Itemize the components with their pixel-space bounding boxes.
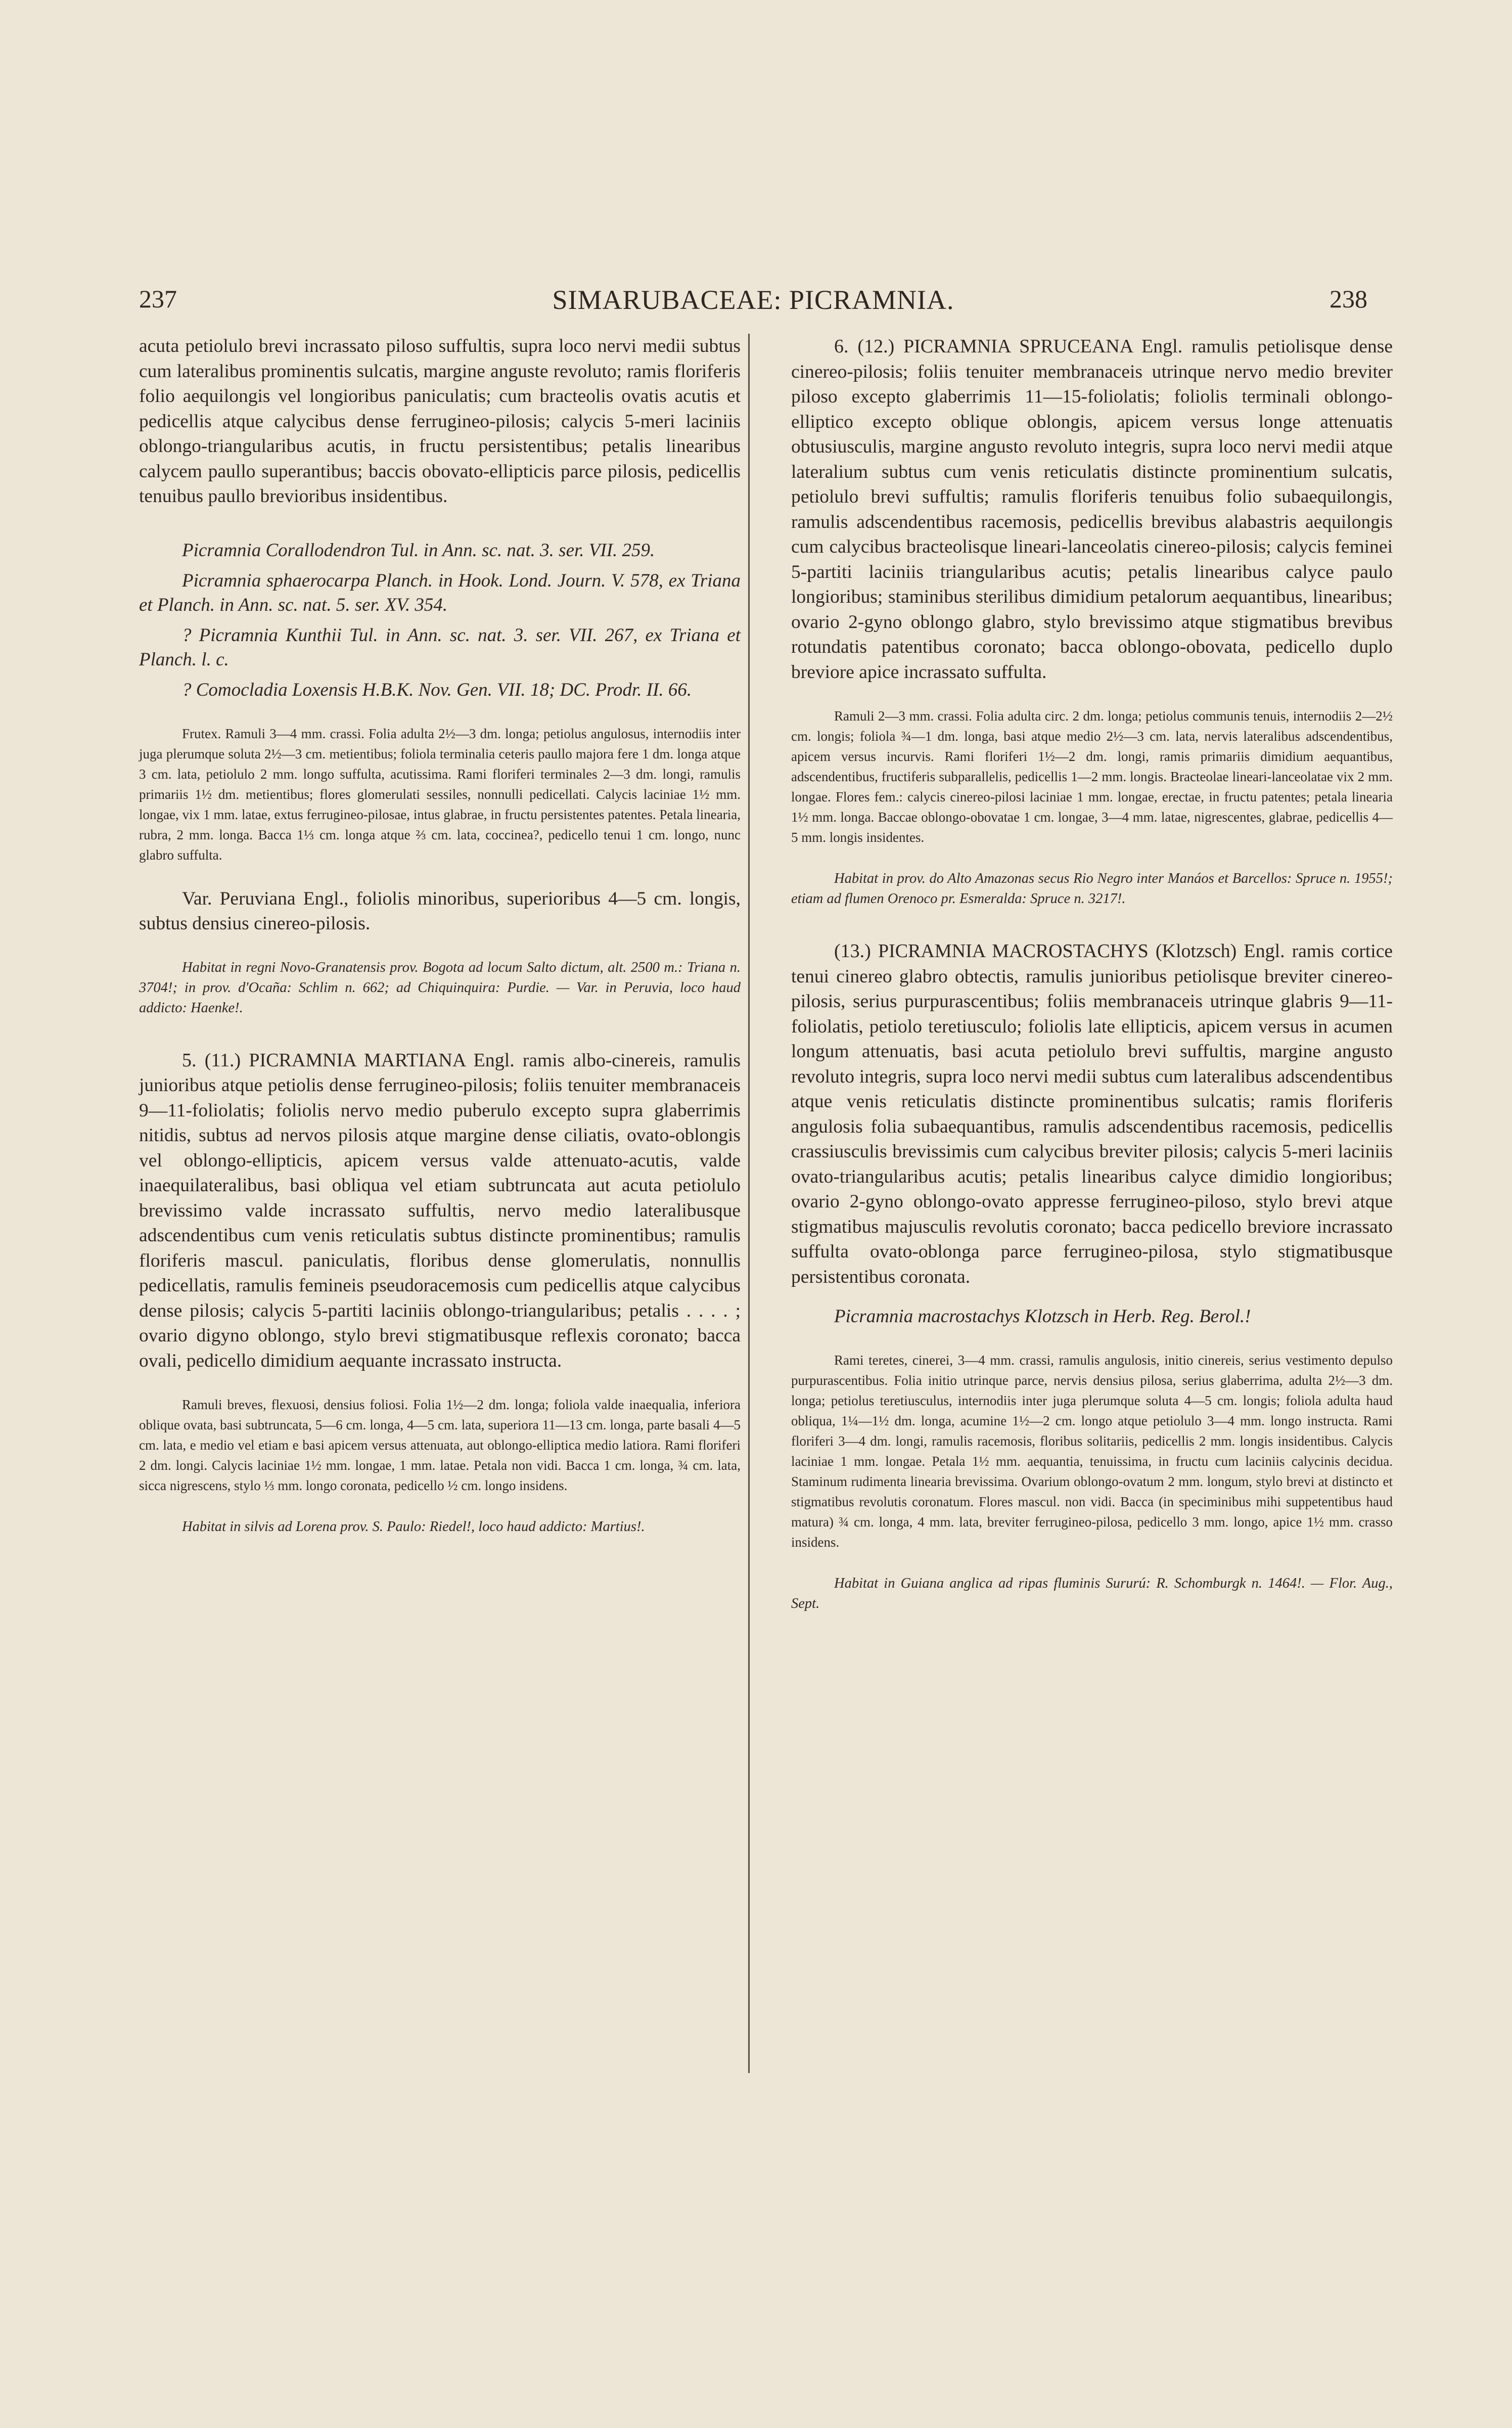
synonym-citation: ? Picramnia Kunthii Tul. in Ann. sc. nat. 3. ser. VII. 267, ex Triana et Planch. l. c. [139,624,741,670]
species-13-heading: (13.) PICRAMNIA MACROSTACHYS (Klotzsch) Engl. [834,940,1285,962]
page-number-right: 238 [1330,285,1367,313]
morphology-detail: Frutex. Ramuli 3—4 mm. crassi. Folia adulta 2½—3 dm. longa; petiolus angulosus, internodiis inter juga plerumque soluta 2½—3 cm. metientibus; foliola terminalia ceteris paullo majora fere 1 dm. longa atque 3 cm. lata, petiolulo 2 mm. longo suffulta, acutissima. Rami floriferi terminales 2—3 dm. longi, ramulis primariis 1½ dm. metientibus; flores glomerulati sessiles, nonnulli pedicellati. Calycis laciniae 1½ mm. longae, vix 1 mm. latae, extus ferrugineo-pilosae, intus glabrae, in fructu persistentes patentes. Petala linearia, rubra, 2 mm. longa. Bacca 1⅓ cm. longa atque ⅔ cm. lata, coccinea?, pedicello tenui 1 cm. longo, nunc glabro suffulta. [139,726,741,863]
left-column [139,334,741,1537]
variety-description: Var. Peruviana Engl., foliolis minoribus, superioribus 4—5 cm. longis, subtus densius cinereo-pilosis. [139,888,741,934]
species-6-heading: 6. (12.) PICRAMNIA SPRUCEANA Engl. [834,336,1183,357]
morphology-detail: Rami teretes, cinerei, 3—4 mm. crassi, ramulis angulosis, initio cinereis, serius vestimento depulso purpurascentibus. Folia initio utrinque parce, nervis densius pilosa, serius glaberrima, adulta 2½—3 dm. longa; petiolus teretiusculus, internodiis inter juga plerumque soluta 4—5 cm. longis; foliola adulta haud obliqua, 1¼—1½ dm. longa, acumine 1½—2 cm. longo atque petiolulo 3—4 mm. longo instructa. Rami floriferi 3—4 dm. longi, ramulis racemosis, floribus solitariis, pedicellis 2 mm. longis insidentibus. Calycis laciniae 1 mm. longae. Petala 1½ mm. aequantia, tenuissima, in fructu cum laciniis calycinis decidua. Staminum rudimenta linearia brevissima. Ovarium oblongo-ovatum 2 mm. longum, stylo brevi at distincto et stigmatibus revolutis coronatum. Flores mascul. non vidi. Bacca (in speciminibus mihi suppetentibus haud matura) ¾ cm. longa, 4 mm. lata, breviter ferrugineo-pilosa, pedicello 3 mm. longo, apice 1½ mm. crasso insidens. [791,1353,1393,1550]
synonym-citation: Picramnia macrostachys Klotzsch in Herb. Reg. Berol.! [834,1306,1251,1327]
habitat-note: Habitat in Guiana anglica ad ripas fluminis Sururú: R. Schomburgk n. 1464!. — Flor. Aug., Sept. [791,1576,1393,1611]
synonym-citation: ? Comocladia Loxensis H.B.K. Nov. Gen. VII. 18; DC. Prodr. II. 66. [182,679,692,700]
species-5-diagnosis: ramis albo-cinereis, ramulis junioribus atque petiolis dense ferrugineo-pilosis; foliis tenuiter membranaceis 9—11-foliolatis; foliolis nervo medio puberulo excepto supra glaberrimis nitidis, subtus ad nervos pilosis atque margine dense ciliatis, ovato-oblongis vel oblongo-ellipticis, apicem versus valde attenuato-acutis, valde inaequilateralibus, basi obliqua vel etiam subtruncata aut acuta petiolulo brevissimo valde incrassato suffultis, nervo medio lateralibusque adscendentibus cum venis reticulatis subtus distincte prominentibus; ramulis floriferis mascul. paniculatis, floribus dense glomerulatis, nonnullis pedicellatis, ramulis femineis pseudoracemosis cum pedicellis atque calycibus dense pilosis; calycis 5-partiti laciniis oblongo-triangularibus; petalis . . . . ; ovario digyno oblongo, stylo brevi stigmatibusque reflexis coronato; bacca ovali, pedicello dimidium aequante incrassato instructa. [139,1050,741,1371]
column-divider [748,334,750,2073]
synonym-citation: Picramnia sphaerocarpa Planch. in Hook. Lond. Journ. V. 578, ex Triana et Planch. in Ann. sc. nat. 5. ser. XV. 354. [139,570,741,615]
page-number-left: 237 [139,285,177,313]
species-5-heading: 5. (11.) PICRAMNIA MARTIANA Engl. [182,1049,515,1071]
species-5-entry [139,1048,741,1374]
right-column [791,334,1393,1614]
habitat-note: Habitat in silvis ad Lorena prov. S. Paulo: Riedel!, loco haud addicto: Martius!. [182,1519,645,1535]
species-6-entry [791,334,1393,685]
habitat-note: Habitat in regni Novo-Granatensis prov. Bogota ad locum Salto dictum, alt. 2500 m.: Triana n. 3704!; in prov. d'Ocaña: Schlim n. 662; ad Chiquinquira: Purdie. — Var. in Peruvia, loco haud addicto: Haenke!. [139,959,741,1016]
habitat-note: Habitat in prov. do Alto Amazonas secus Rio Negro inter Manáos et Barcellos: Spruce n. 1955!; etiam ad flumen Orenoco pr. Esmeralda: Spruce n. 3217!. [791,871,1393,907]
species-4-description-continued: acuta petiolulo brevi incrassato piloso suffultis, supra loco nervi medii subtus cum lateralibus prominentis sulcatis, margine anguste revoluto; ramis floriferis folio aequilongis vel longioribus paniculatis; cum bracteolis ovatis acutis et pedicellis atque calycibus dense ferrugineo-pilosis; calycis 5-meri laciniis oblongo-triangularibus acutis, in fructu persistentibus; petalis linearibus calycem paullo superantibus; baccis obovato-ellipticis parce pilosis, pedicellis tenuibus paullo brevioribus insidentibus. [139,336,741,507]
running-title: SIMARUBACEAE: PICRAMNIA. [552,285,954,315]
species-13-diagnosis: ramis cortice tenui cinereo glabro obtectis, ramulis junioribus petiolisque breviter cinereo-pilosis, serius purpurascentibus; foliis membranaceis utrinque glabris 9—11-foliolatis, petiolo teretiusculo; foliolis late ellipticis, apicem versus in acumen longum attenuatis, basi acuta petiolulo brevi suffultis, margine angusto revoluto integris, supra loco nervi medii subtus cum lateralibus adscendentibus atque venis reticulatis distincte prominentibus sulcatis; ramis floriferis angulosis folia subaequantibus, ramulis adscendentibus racemosis, pedicellis crassiusculis brevissimis cum calycibus breviter pilosis; calycis 5-meri laciniis ovato-triangularibus acutis; petalis linearibus calyce dimidio longioribus; ovario 2-gyno oblongo-ovato appresse ferrugineo-piloso, stylo brevi atque stigmatibus majusculis revolutis coronato; bacca pedicello breviore incrassato suffulta ovato-oblonga parce ferrugineo-pilosa, stylo stigmatibusque persistentibus coronata. [791,941,1393,1287]
page-header [139,284,1367,320]
morphology-detail: Ramuli breves, flexuosi, densius foliosi. Folia 1½—2 dm. longa; foliola valde inaequalia, inferiora oblique ovata, basi subtruncata, 5—6 cm. longa, 4—5 cm. lata, superiora 11—13 cm. longa, parte basali 4—5 cm. lata, e medio vel etiam e basi apicem versus attenuata, aut oblongo-elliptica medio latiora. Rami floriferi 2 dm. longi. Calycis laciniae 1½ mm. longae, 1 mm. latae. Petala non vidi. Bacca 1 cm. longa, ¾ cm. lata, sicca nigrescens, stylo ⅓ mm. longo coronata, pedicello ½ cm. longo insidens. [139,1397,741,1493]
synonym-citation: Picramnia Corallodendron Tul. in Ann. sc. nat. 3. ser. VII. 259. [182,539,655,561]
morphology-detail: Ramuli 2—3 mm. crassi. Folia adulta circ. 2 dm. longa; petiolus communis tenuis, internodiis 2—2½ cm. longis; foliola ¾—1 dm. longa, basi atque medio 2½—3 cm. lata, nervis lateralibus adscendentibus, apicem versus incurvis. Rami floriferi 1½—2 dm. longi, ramis primariis dimidium aequantibus, adscendentibus, fructiferis subparallelis, pedicellis 1—2 mm. longis. Bracteolae lineari-lanceolatae vix 2 mm. longae. Flores fem.: calycis cinereo-pilosi laciniae 1 mm. longae, erectae, in fructu patentes; petala linearia 1½ mm. longa. Baccae oblongo-obovatae 1 cm. longae, 3—4 mm. latae, nigrescentes, glabrae, pedicellis 4—5 mm. longis insidentes. [791,708,1393,845]
species-13-entry [791,938,1393,1289]
species-6-diagnosis: ramulis petiolisque dense cinereo-pilosis; foliis tenuiter membranaceis utrinque nervo medio breviter piloso excepto glaberrimis 11—15-foliolatis; foliolis terminali oblongo-elliptico excepto oblique oblongis, apicem versus longe attenuatis obtusiusculis, margine angusto revoluto integris, supra loco nervi medii atque lateralium subtus cum venis reticulatis distincte prominentium sulcatis, petiolulo brevi suffultis; ramulis floriferis tenuibus folio subaequilongis, ramulis adscendentibus racemosis, pedicellis brevibus alabastris aequilongis cum calycibus bracteolisque lineari-lanceolatis cinereo-pilosis; calycis feminei 5-partiti laciniis triangularibus acutis; petalis linearibus calyce paulo longioribus; staminibus sterilibus dimidium petalorum aequantibus, linearibus; ovario 2-gyno oblongo glabro, stylo brevissimo atque stigmatibus brevibus rotundatis patentibus coronato; bacca oblongo-obovata, pedicello duplo breviore apice incrassato suffulta. [791,336,1393,683]
